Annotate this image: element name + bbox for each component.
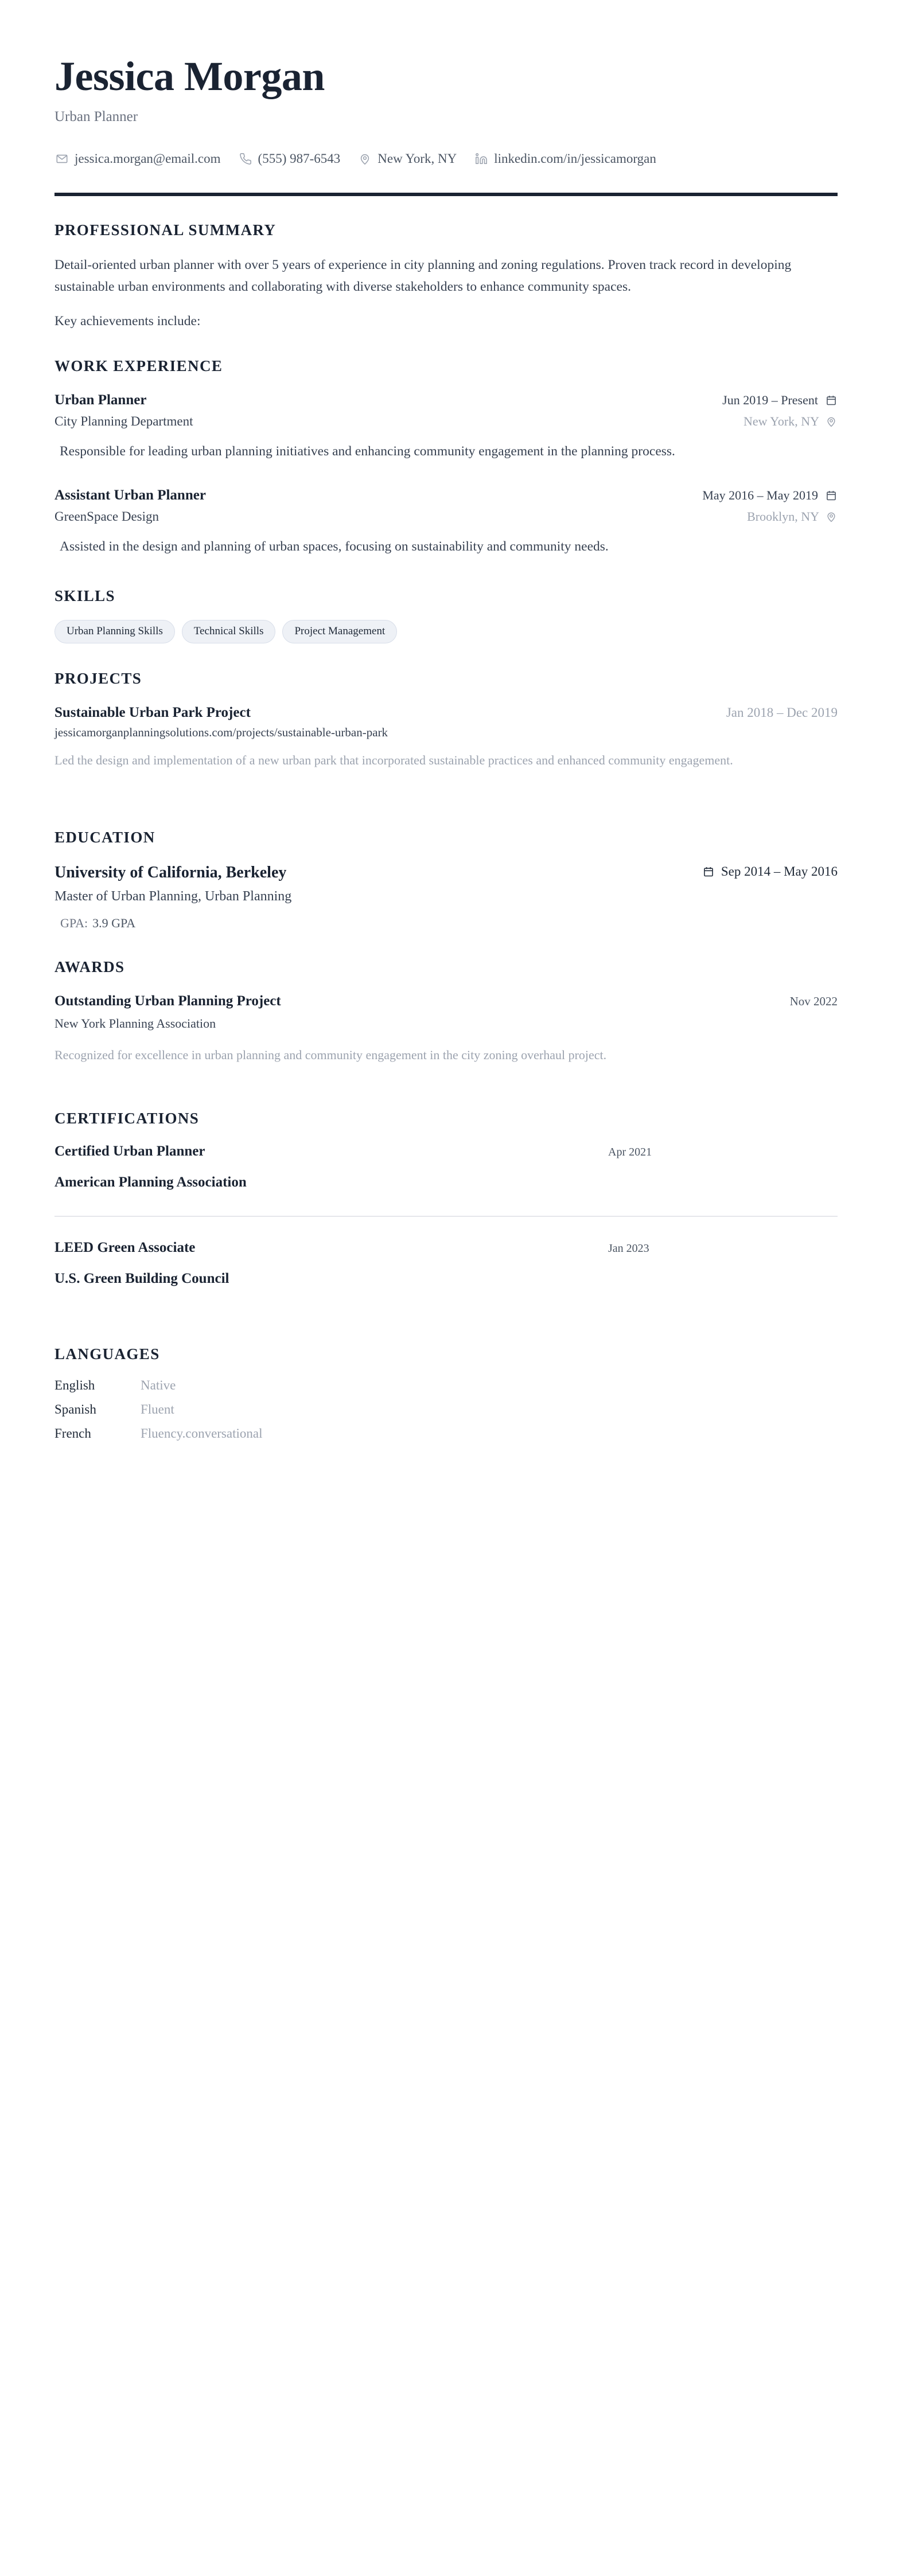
work-entry-description: Responsible for leading urban planning initiatives and enhancing community engagement in the planning process.: [60, 443, 675, 459]
section-professional-summary: [54, 221, 838, 332]
header-divider: [54, 193, 838, 196]
project-entry-header: [54, 705, 838, 721]
work-entry-location: [743, 414, 838, 429]
language-level: Fluent: [141, 1402, 174, 1417]
skill-pill[interactable]: Project Management: [282, 620, 397, 643]
contact-location: [357, 151, 457, 166]
certification-entry: [54, 1143, 838, 1191]
work-entry-location-text: Brooklyn, NY: [747, 509, 819, 524]
contact-phone-text: (555) 987-6543: [258, 151, 341, 166]
contact-row: [54, 151, 838, 166]
project-entry-date: Jan 2018 – Dec 2019: [726, 705, 838, 720]
certification-divider: [54, 1216, 838, 1217]
section-certifications: [54, 1110, 838, 1287]
language-name: French: [54, 1426, 91, 1441]
award-entry-organization: New York Planning Association: [54, 1016, 216, 1031]
language-name: Spanish: [54, 1402, 96, 1417]
work-entry: [54, 392, 838, 462]
spacer: [54, 1065, 838, 1084]
candidate-name: Jessica Morgan: [54, 53, 325, 99]
spacer: [54, 770, 838, 803]
work-entry-date-text: Jun 2019 – Present: [722, 392, 818, 407]
certification-date: Apr 2021: [608, 1146, 652, 1159]
skills-pill-row: [54, 620, 838, 643]
certification-issuer: U.S. Green Building Council: [54, 1271, 229, 1287]
candidate-job-title: Urban Planner: [54, 108, 138, 124]
location-pin-icon: [825, 510, 838, 523]
section-skills: [54, 587, 838, 643]
education-gpa: [54, 916, 838, 931]
education-date-text: Sep 2014 – May 2016: [721, 864, 838, 879]
work-entry-subheader: [54, 509, 838, 524]
language-level: Fluency.conversational: [141, 1426, 263, 1441]
certification-issuer: American Planning Association: [54, 1174, 247, 1191]
certification-entry: [54, 1240, 838, 1287]
envelope-icon: [54, 151, 69, 166]
contact-linkedin[interactable]: [474, 151, 656, 166]
language-row: [54, 1378, 838, 1393]
certification-entry-header: [54, 1240, 838, 1256]
location-pin-icon: [825, 415, 838, 428]
contact-linkedin-text: linkedin.com/in/jessicamorgan: [494, 151, 656, 166]
work-entry-location: [747, 509, 838, 524]
contact-location-text: New York, NY: [377, 151, 457, 166]
calendar-icon: [702, 865, 715, 878]
education-institution: University of California, Berkeley: [54, 863, 287, 881]
calendar-icon: [825, 394, 838, 407]
project-entry-title: Sustainable Urban Park Project: [54, 704, 251, 720]
section-title-projects: PROJECTS: [54, 669, 142, 687]
language-row: [54, 1402, 838, 1417]
award-entry-description: Recognized for excellence in urban planning and community engagement in the city zoning overhaul project.: [54, 1047, 607, 1062]
education-gpa-label: GPA:: [60, 915, 88, 930]
calendar-icon: [825, 489, 838, 502]
section-title-languages: LANGUAGES: [54, 1345, 160, 1363]
resume-header: [54, 55, 838, 196]
work-entry-organization: City Planning Department: [54, 413, 193, 428]
work-entry-title: Assistant Urban Planner: [54, 487, 206, 503]
work-entry-header: [54, 392, 838, 408]
work-entry-header: [54, 487, 838, 504]
education-entry-header: [54, 864, 838, 882]
work-entry-date: [702, 488, 838, 503]
skill-pill[interactable]: Urban Planning Skills: [54, 620, 175, 643]
education-date: [702, 864, 838, 879]
award-entry-title: Outstanding Urban Planning Project: [54, 993, 281, 1009]
spacer: [54, 1287, 838, 1320]
education-gpa-value: 3.9 GPA: [92, 915, 136, 930]
work-entry-date-text: May 2016 – May 2019: [702, 487, 818, 502]
location-pin-icon: [357, 151, 372, 166]
work-entry: [54, 487, 838, 557]
work-entry-organization: GreenSpace Design: [54, 509, 159, 524]
award-entry-header: [54, 993, 838, 1009]
contact-email[interactable]: [54, 151, 221, 166]
work-entry-title: Urban Planner: [54, 392, 147, 408]
section-projects: [54, 670, 838, 770]
contact-email-text: jessica.morgan@email.com: [75, 151, 221, 166]
section-languages: [54, 1345, 838, 1441]
section-title-professional-summary: PROFESSIONAL SUMMARY: [54, 221, 277, 239]
section-awards: [54, 958, 838, 1065]
section-title-education: EDUCATION: [54, 828, 155, 846]
project-entry: [54, 705, 838, 770]
linkedin-icon: [474, 151, 489, 166]
work-entry-date: [722, 393, 838, 408]
work-entry-subheader: [54, 414, 838, 429]
section-education: [54, 829, 838, 931]
phone-icon: [238, 151, 253, 166]
language-row: [54, 1426, 838, 1441]
section-title-certifications: CERTIFICATIONS: [54, 1110, 200, 1127]
work-entry-description: Assisted in the design and planning of urban spaces, focusing on sustainability and community needs.: [60, 538, 609, 554]
section-title-awards: AWARDS: [54, 958, 125, 975]
skill-pill[interactable]: Technical Skills: [182, 620, 276, 643]
work-entry-location-text: New York, NY: [743, 413, 819, 428]
language-level: Native: [141, 1378, 176, 1393]
certification-name: Certified Urban Planner: [54, 1143, 205, 1160]
project-entry-link[interactable]: jessicamorganplanningsolutions.com/projects/sustainable-urban-park: [54, 725, 388, 739]
section-title-work-experience: WORK EXPERIENCE: [54, 357, 223, 374]
contact-phone[interactable]: [238, 151, 341, 166]
education-degree: Master of Urban Planning, Urban Planning: [54, 888, 292, 904]
award-entry-date: Nov 2022: [789, 994, 838, 1008]
summary-paragraph-2: Key achievements include:: [54, 313, 201, 329]
award-entry: [54, 993, 838, 1065]
summary-paragraph-1: Detail-oriented urban planner with over 5 years of experience in city planning and zoning regulations. Proven track record in developing sustainable urban environments and collaborating with diverse stakeholders to enhance community spaces.: [54, 257, 792, 294]
language-name: English: [54, 1378, 95, 1393]
certification-name: LEED Green Associate: [54, 1240, 196, 1256]
project-entry-description: Led the design and implementation of a new urban park that incorporated sustainable practices and enhanced community engagement.: [54, 752, 733, 767]
certification-date: Jan 2023: [608, 1242, 649, 1255]
languages-list: [54, 1378, 838, 1441]
certification-entry-header: [54, 1143, 838, 1160]
section-title-skills: SKILLS: [54, 587, 115, 604]
education-entry: [54, 864, 838, 931]
section-work-experience: [54, 357, 838, 557]
